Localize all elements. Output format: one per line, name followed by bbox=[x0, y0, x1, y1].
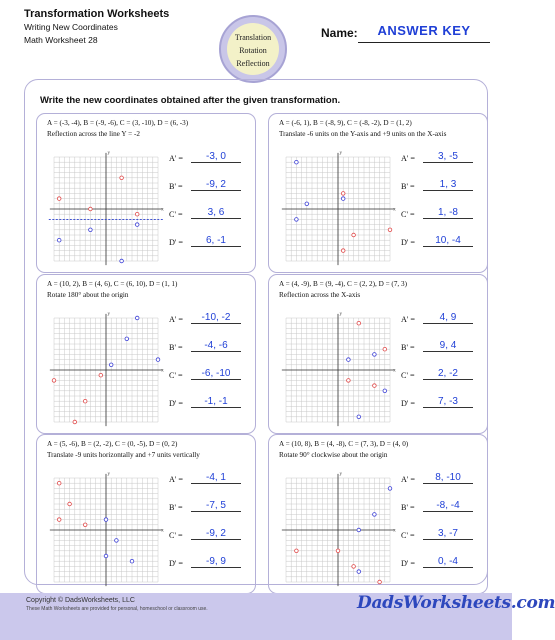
answer-row-a bbox=[401, 472, 485, 488]
point-b-prime bbox=[341, 192, 345, 196]
answer-label: C' = bbox=[401, 371, 415, 380]
answer-value[interactable]: -9, 9 bbox=[191, 556, 241, 568]
answer-row-b bbox=[169, 500, 253, 516]
problem-points: A = (5, -6), B = (2, -2), C = (0, -5), D = (0, 2) bbox=[47, 440, 178, 448]
point-a bbox=[130, 559, 134, 563]
problem-panel-6 bbox=[268, 434, 488, 594]
usage-note: These Math Worksheets are provided for personal, homeschool or classroom use. bbox=[26, 606, 208, 612]
answer-value[interactable]: 1, 3 bbox=[423, 179, 473, 191]
problem-points: A = (-3, -4), B = (-9, -6), C = (3, -10), D = (6, -3) bbox=[47, 119, 189, 127]
point-a bbox=[357, 415, 361, 419]
point-a-prime bbox=[357, 321, 361, 325]
answer-row-b bbox=[401, 340, 485, 356]
answer-row-a bbox=[401, 151, 485, 167]
problem-rule: Reflection across the line Y = -2 bbox=[47, 130, 140, 138]
problem-rule: Rotate 90° clockwise about the origin bbox=[279, 451, 388, 459]
worksheet-number: Math Worksheet 28 bbox=[24, 35, 98, 45]
point-b-prime bbox=[383, 347, 387, 351]
point-c bbox=[104, 554, 108, 558]
y-axis-label: y bbox=[107, 311, 110, 317]
answer-label: D' = bbox=[401, 238, 416, 247]
answer-label: D' = bbox=[169, 559, 184, 568]
answer-value[interactable]: 3, -5 bbox=[423, 151, 473, 163]
answer-row-c bbox=[401, 528, 485, 544]
point-b bbox=[357, 570, 361, 574]
answer-value[interactable]: -4, -6 bbox=[191, 340, 241, 352]
point-a bbox=[156, 358, 160, 362]
answer-row-c bbox=[169, 528, 253, 544]
problem-panel-1 bbox=[36, 113, 256, 273]
problem-panel-2 bbox=[268, 113, 488, 273]
answer-label: D' = bbox=[169, 238, 184, 247]
y-axis-label: y bbox=[339, 150, 342, 156]
point-b bbox=[125, 337, 129, 341]
x-axis-label: x bbox=[393, 207, 396, 213]
answer-label: C' = bbox=[169, 210, 183, 219]
problem-points: A = (10, 2), B = (4, 6), C = (6, 10), D = (1, 1) bbox=[47, 280, 178, 288]
answer-label: B' = bbox=[169, 343, 183, 352]
x-axis-label: x bbox=[161, 207, 164, 213]
point-a bbox=[388, 487, 392, 491]
point-d bbox=[373, 353, 377, 357]
answer-label: D' = bbox=[401, 399, 416, 408]
answer-row-d bbox=[169, 396, 253, 412]
x-axis-label: x bbox=[393, 368, 396, 374]
point-a-prime bbox=[378, 580, 382, 584]
answer-value[interactable]: 10, -4 bbox=[423, 235, 473, 247]
y-axis-label: y bbox=[339, 471, 342, 477]
answer-row-a bbox=[401, 312, 485, 328]
point-d bbox=[135, 223, 139, 227]
answer-row-a bbox=[169, 472, 253, 488]
coordinate-grid bbox=[279, 146, 397, 268]
point-a-prime bbox=[89, 207, 93, 211]
answer-label: C' = bbox=[169, 371, 183, 380]
answer-value[interactable]: -7, 5 bbox=[191, 500, 241, 512]
point-a-prime bbox=[83, 523, 87, 527]
answer-row-b bbox=[169, 179, 253, 195]
problem-panel-3 bbox=[36, 274, 256, 434]
point-d-prime bbox=[373, 384, 377, 388]
answer-value[interactable]: 2, -2 bbox=[423, 368, 473, 380]
site-logo[interactable]: DadsWorksheets.com bbox=[357, 593, 555, 613]
point-c bbox=[135, 316, 139, 320]
point-c bbox=[120, 259, 124, 263]
problem-points: A = (10, 8), B = (4, -8), C = (7, 3), D = (4, 0) bbox=[279, 440, 409, 448]
problem-rule: Reflection across the X-axis bbox=[279, 291, 361, 299]
point-d bbox=[341, 197, 345, 201]
badge-word-translation: Translation bbox=[234, 33, 272, 42]
answer-row-b bbox=[401, 500, 485, 516]
point-c-prime bbox=[120, 176, 124, 180]
point-b-prime bbox=[57, 197, 61, 201]
answer-label: B' = bbox=[401, 343, 415, 352]
point-d bbox=[357, 528, 361, 532]
point-c-prime bbox=[57, 518, 61, 522]
answer-value[interactable]: -8, -4 bbox=[423, 500, 473, 512]
point-b-prime bbox=[68, 502, 72, 506]
answer-value[interactable]: 8, -10 bbox=[423, 472, 473, 484]
point-d-prime bbox=[57, 481, 61, 485]
problem-panel-5 bbox=[36, 434, 256, 594]
answer-label: B' = bbox=[169, 182, 183, 191]
answer-label: A' = bbox=[401, 475, 416, 484]
problem-panel-4 bbox=[268, 274, 488, 434]
answer-label: A' = bbox=[401, 315, 416, 324]
worksheet-subtitle: Writing New Coordinates bbox=[24, 22, 118, 32]
answer-label: D' = bbox=[401, 559, 416, 568]
answer-row-d bbox=[401, 235, 485, 251]
worksheet-title: Transformation Worksheets bbox=[24, 8, 170, 20]
answer-row-c bbox=[169, 207, 253, 223]
answer-label: B' = bbox=[401, 503, 415, 512]
point-b bbox=[383, 389, 387, 393]
coordinate-grid bbox=[47, 467, 165, 589]
answer-value[interactable]: 1, -8 bbox=[423, 207, 473, 219]
answer-value[interactable]: 7, -3 bbox=[423, 396, 473, 408]
answer-value[interactable]: -3, 0 bbox=[191, 151, 241, 163]
coordinate-grid bbox=[279, 467, 397, 589]
point-b bbox=[295, 160, 299, 164]
answer-label: B' = bbox=[401, 182, 415, 191]
point-c bbox=[347, 358, 351, 362]
point-c-prime bbox=[352, 565, 356, 569]
point-a bbox=[305, 202, 309, 206]
problem-rule: Rotate 180° about the origin bbox=[47, 291, 129, 299]
answer-value[interactable]: 3, -7 bbox=[423, 528, 473, 540]
answer-label: A' = bbox=[169, 154, 184, 163]
problem-rule: Translate -6 units on the Y-axis and +9 units on the X-axis bbox=[279, 130, 447, 138]
answer-label: C' = bbox=[169, 531, 183, 540]
answer-row-d bbox=[401, 396, 485, 412]
coordinate-grid bbox=[279, 307, 397, 429]
answer-value[interactable]: 4, 9 bbox=[423, 312, 473, 324]
answer-row-d bbox=[169, 235, 253, 251]
point-c bbox=[373, 513, 377, 517]
answer-row-a bbox=[169, 151, 253, 167]
problem-points: A = (-6, 1), B = (-8, 9), C = (-8, -2), D = (1, 2) bbox=[279, 119, 412, 127]
instructions: Write the new coordinates obtained after the given transformation. bbox=[40, 95, 341, 106]
name-line bbox=[358, 42, 490, 43]
point-a bbox=[89, 228, 93, 232]
point-a-prime bbox=[52, 379, 56, 383]
coordinate-grid bbox=[47, 307, 165, 429]
answer-row-c bbox=[401, 207, 485, 223]
badge-word-reflection: Reflection bbox=[236, 59, 270, 68]
answer-key-text: ANSWER KEY bbox=[377, 23, 471, 38]
point-b bbox=[57, 238, 61, 242]
point-d bbox=[109, 363, 113, 367]
problem-rule: Translate -9 units horizontally and +7 units vertically bbox=[47, 451, 200, 459]
answer-value[interactable]: -6, -10 bbox=[191, 368, 241, 380]
point-c-prime bbox=[341, 249, 345, 253]
answer-value[interactable]: 9, 4 bbox=[423, 340, 473, 352]
answer-row-b bbox=[401, 179, 485, 195]
coordinate-grid bbox=[47, 146, 165, 268]
y-axis-label: y bbox=[339, 311, 342, 317]
answer-label: B' = bbox=[169, 503, 183, 512]
y-axis-label: y bbox=[107, 471, 110, 477]
badge-word-rotation: Rotation bbox=[239, 46, 267, 55]
answer-row-a bbox=[169, 312, 253, 328]
answer-value[interactable]: 6, -1 bbox=[191, 235, 241, 247]
answer-value[interactable]: -4, 1 bbox=[191, 472, 241, 484]
answer-value[interactable]: 0, -4 bbox=[423, 556, 473, 568]
point-b-prime bbox=[83, 399, 87, 403]
point-c-prime bbox=[347, 379, 351, 383]
problem-points: A = (4, -9), B = (9, -4), C = (2, 2), D = (7, 3) bbox=[279, 280, 408, 288]
point-d-prime bbox=[135, 212, 139, 216]
answer-value[interactable]: -9, 2 bbox=[191, 528, 241, 540]
answer-label: A' = bbox=[169, 475, 184, 484]
y-axis-label: y bbox=[107, 150, 110, 156]
answer-value[interactable]: -10, -2 bbox=[191, 312, 241, 324]
answer-value[interactable]: -1, -1 bbox=[191, 396, 241, 408]
answer-row-c bbox=[169, 368, 253, 384]
copyright-text: Copyright © DadsWorksheets, LLC bbox=[26, 597, 135, 604]
point-b bbox=[115, 539, 119, 543]
point-d-prime bbox=[388, 228, 392, 232]
answer-row-d bbox=[169, 556, 253, 572]
x-axis-label: x bbox=[393, 528, 396, 534]
answer-label: C' = bbox=[401, 531, 415, 540]
x-axis-label: x bbox=[161, 528, 164, 534]
answer-label: A' = bbox=[401, 154, 416, 163]
point-c bbox=[295, 218, 299, 222]
answer-label: D' = bbox=[169, 399, 184, 408]
answer-row-d bbox=[401, 556, 485, 572]
answer-row-b bbox=[169, 340, 253, 356]
topic-badge bbox=[219, 15, 287, 83]
point-d-prime bbox=[99, 373, 103, 377]
answer-value[interactable]: -9, 2 bbox=[191, 179, 241, 191]
point-d-prime bbox=[336, 549, 340, 553]
answer-label: C' = bbox=[401, 210, 415, 219]
point-b-prime bbox=[295, 549, 299, 553]
point-a-prime bbox=[352, 233, 356, 237]
point-c-prime bbox=[73, 420, 77, 424]
point-d bbox=[104, 518, 108, 522]
answer-label: A' = bbox=[169, 315, 184, 324]
x-axis-label: x bbox=[161, 368, 164, 374]
name-label: Name: bbox=[321, 26, 358, 40]
answer-value[interactable]: 3, 6 bbox=[191, 207, 241, 219]
answer-row-c bbox=[401, 368, 485, 384]
